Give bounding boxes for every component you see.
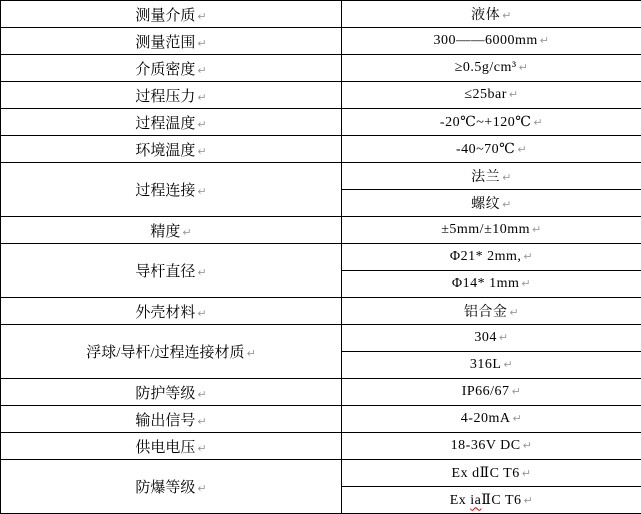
paragraph-mark-icon: ↵ [197, 36, 207, 50]
paragraph-mark-icon: ↵ [523, 493, 534, 507]
paragraph-mark-icon: ↵ [532, 223, 542, 236]
label-housing-material [1, 298, 342, 325]
paragraph-mark-icon: ↵ [197, 90, 207, 104]
label-ambient-temperature [1, 136, 342, 163]
value-text: Ex dⅡC T6 [451, 465, 520, 481]
paragraph-mark-icon: ↵ [502, 198, 512, 211]
label-medium-density [1, 55, 342, 82]
label-process-temperature [1, 109, 342, 136]
paragraph-mark-icon: ↵ [502, 9, 512, 22]
label-output-signal [1, 406, 342, 433]
paragraph-mark-icon: ↵ [522, 439, 533, 452]
paragraph-mark-icon: ↵ [511, 385, 522, 398]
row-output-signal [1, 406, 641, 433]
row-supply-voltage [1, 433, 641, 460]
value-text: ≤25bar [464, 87, 507, 102]
value-text: IP66/67 [461, 384, 510, 399]
label-text: 介质密度 [135, 61, 196, 78]
label-guide-rod-diameter [1, 244, 342, 298]
value-guide-rod-diameter-1 [342, 244, 641, 271]
label-protection-rating [1, 379, 342, 406]
paragraph-mark-icon: ↵ [197, 441, 207, 455]
paragraph-mark-icon: ↵ [533, 115, 544, 129]
value-output-signal [342, 406, 641, 433]
paragraph-mark-icon: ↵ [197, 306, 207, 320]
value-text: ≥0.5g/cm³ [454, 60, 517, 75]
row-accuracy [1, 217, 641, 244]
value-medium-density [342, 55, 641, 82]
label-text: 环境温度 [135, 142, 196, 159]
value-explosion-proof-exia [342, 487, 641, 514]
paragraph-mark-icon: ↵ [197, 414, 207, 428]
label-wetted-material [1, 325, 342, 379]
row-measuring-medium [1, 1, 641, 28]
label-text: 精度 [150, 223, 181, 240]
value-text: 18-36V DC [450, 438, 521, 453]
paragraph-mark-icon: ↵ [197, 266, 207, 279]
value-housing-material [342, 298, 641, 325]
value-text: 300——6000mm [433, 33, 538, 48]
paragraph-mark-icon: ↵ [197, 144, 207, 158]
row-ambient-temperature [1, 136, 641, 163]
value-text-pre: Ex [449, 492, 471, 508]
value-measuring-medium [342, 1, 641, 28]
paragraph-mark-icon: ↵ [197, 185, 207, 198]
paragraph-mark-icon: ↵ [246, 347, 256, 360]
paragraph-mark-icon: ↵ [502, 171, 512, 184]
row-measuring-range [1, 28, 641, 55]
paragraph-mark-icon: ↵ [518, 61, 529, 74]
paragraph-mark-icon: ↵ [197, 9, 207, 23]
paragraph-mark-icon: ↵ [498, 331, 509, 344]
row-process-temperature [1, 109, 641, 136]
row-housing-material [1, 298, 641, 325]
value-process-temperature [342, 109, 641, 136]
label-text: 测量范围 [135, 34, 196, 51]
paragraph-mark-icon: ↵ [197, 482, 207, 495]
paragraph-mark-icon: ↵ [521, 466, 532, 480]
value-ambient-temperature [342, 136, 641, 163]
value-text: 4-20mA [460, 411, 511, 426]
label-accuracy [1, 217, 342, 244]
value-measuring-range [342, 28, 641, 55]
value-text: Φ14* 1mm [451, 276, 520, 291]
label-measuring-medium [1, 1, 342, 28]
value-guide-rod-diameter-2 [342, 271, 641, 298]
row-protection-rating [1, 379, 641, 406]
row-process-pressure [1, 82, 641, 109]
value-text: -40~70℃ [455, 141, 516, 157]
row-guide-rod-diameter [1, 244, 641, 271]
value-process-pressure [342, 82, 641, 109]
label-text: 导杆直径 [135, 264, 196, 280]
label-text: 防护等级 [135, 385, 196, 402]
value-text: 螺纹 [471, 197, 501, 212]
label-text: 过程压力 [135, 88, 196, 105]
row-explosion-proof-rating [1, 460, 641, 487]
row-medium-density [1, 55, 641, 82]
value-wetted-material-316l [342, 352, 641, 379]
value-text: 法兰 [471, 170, 501, 185]
value-text-post: ⅡC T6 [481, 492, 522, 508]
paragraph-mark-icon: ↵ [197, 117, 207, 131]
value-text: 液体 [471, 8, 501, 23]
label-text: 外壳材料 [135, 304, 196, 321]
row-process-connection [1, 163, 641, 190]
paragraph-mark-icon: ↵ [517, 142, 528, 156]
paragraph-mark-icon: ↵ [523, 250, 534, 263]
paragraph-mark-icon: ↵ [521, 277, 532, 290]
label-text: 过程连接 [135, 183, 196, 199]
value-process-connection-thread [342, 190, 641, 217]
label-text: 输出信号 [135, 412, 196, 429]
label-text: 测量介质 [135, 7, 196, 24]
spellcheck-underlined-text: ia [470, 492, 482, 508]
value-text: Φ21* 2mm, [449, 249, 522, 264]
label-process-connection [1, 163, 342, 217]
paragraph-mark-icon: ↵ [508, 88, 519, 101]
paragraph-mark-icon: ↵ [509, 306, 520, 319]
label-measuring-range [1, 28, 342, 55]
label-explosion-proof-rating [1, 460, 342, 514]
label-text: 防爆等级 [135, 480, 196, 496]
label-text: 过程温度 [135, 115, 196, 132]
value-text: 316L [469, 357, 502, 372]
label-text: 浮球/导杆/过程连接材质 [86, 345, 245, 361]
label-process-pressure [1, 82, 342, 109]
value-wetted-material-304 [342, 325, 641, 352]
row-wetted-material [1, 325, 641, 352]
value-supply-voltage [342, 433, 641, 460]
paragraph-mark-icon: ↵ [512, 412, 523, 425]
paragraph-mark-icon: ↵ [182, 225, 192, 239]
value-text: 铝合金 [463, 305, 508, 320]
value-text: ±5mm/±10mm [441, 222, 531, 237]
value-text: 304 [474, 330, 497, 345]
value-accuracy [342, 217, 641, 244]
value-protection-rating [342, 379, 641, 406]
paragraph-mark-icon: ↵ [539, 34, 550, 47]
label-supply-voltage [1, 433, 342, 460]
paragraph-mark-icon: ↵ [197, 387, 207, 401]
value-process-connection-flange [342, 163, 641, 190]
value-text: -20℃~+120℃ [439, 114, 532, 130]
label-text: 供电电压 [135, 439, 196, 456]
value-explosion-proof-exd [342, 460, 641, 487]
paragraph-mark-icon: ↵ [197, 63, 207, 77]
paragraph-mark-icon: ↵ [503, 358, 514, 371]
